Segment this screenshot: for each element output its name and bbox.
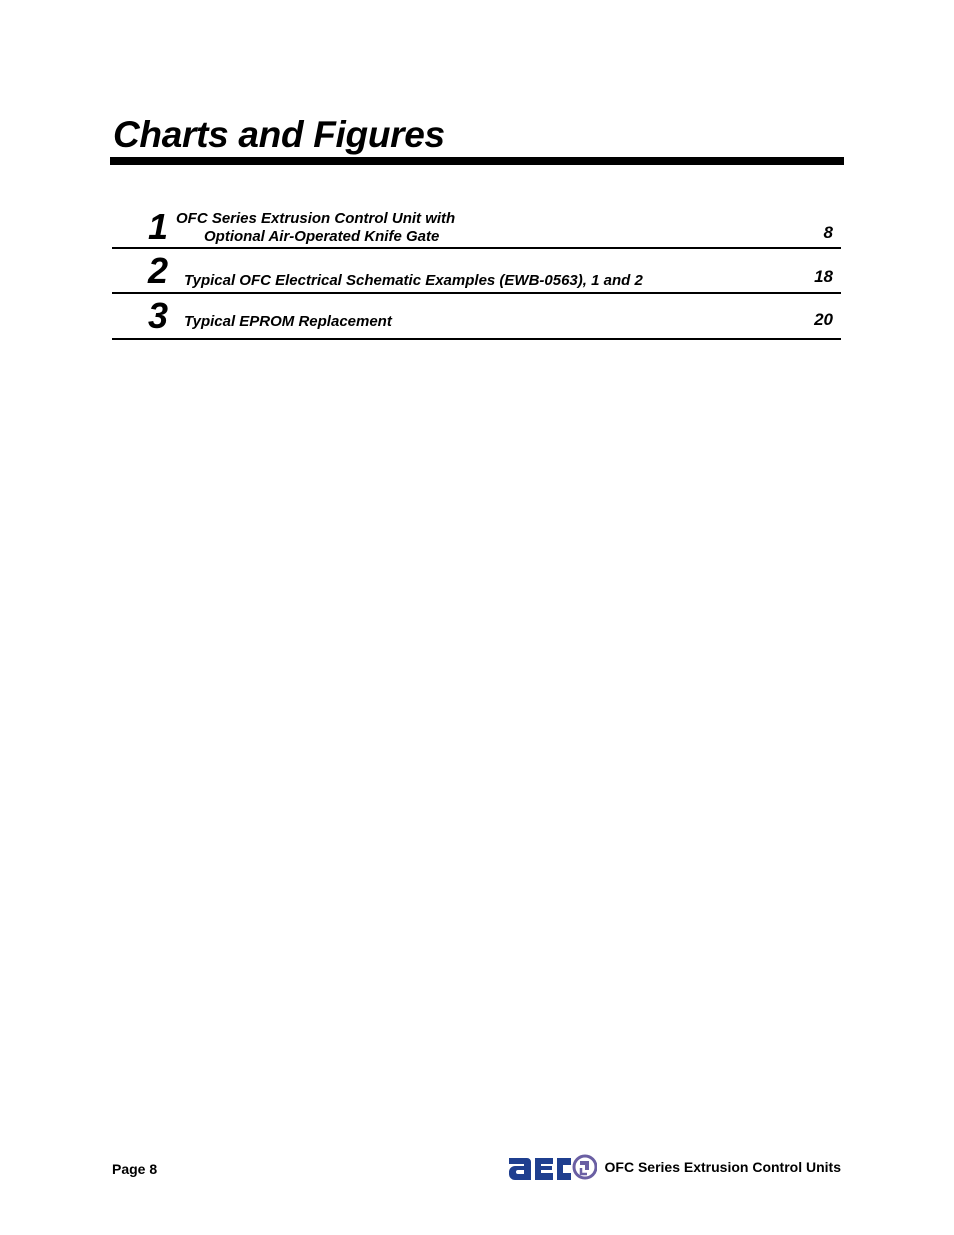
toc-entry-title-continued: Optional Air-Operated Knife Gate — [204, 228, 440, 245]
toc-entry-title: Typical EPROM Replacement — [184, 313, 392, 330]
aec-logo-icon — [507, 1150, 597, 1184]
footer-brand — [507, 1150, 841, 1184]
footer-document-title: OFC Series Extrusion Control Units — [604, 1159, 841, 1175]
toc-entry-title: Typical OFC Electrical Schematic Examples (EWB-0563), 1 and 2 — [184, 272, 643, 289]
toc-entry-number: 3 — [147, 295, 168, 336]
footer-page-number: Page 8 — [112, 1161, 158, 1177]
toc-entry-3[interactable] — [112, 294, 841, 340]
title-rule — [110, 157, 844, 165]
toc-entry-page: 20 — [814, 310, 833, 329]
toc-entry-title: OFC Series Extrusion Control Unit with — [176, 210, 456, 227]
toc-entry-number: 1 — [147, 206, 168, 247]
toc-entry-2[interactable] — [112, 249, 841, 294]
toc-entry-page: 18 — [814, 267, 833, 286]
toc-entry-1[interactable] — [112, 200, 841, 249]
toc-entry-number: 2 — [147, 250, 168, 291]
page-title: Charts and Figures — [113, 114, 445, 155]
table-of-figures — [112, 200, 841, 340]
toc-entry-page: 8 — [823, 223, 833, 242]
